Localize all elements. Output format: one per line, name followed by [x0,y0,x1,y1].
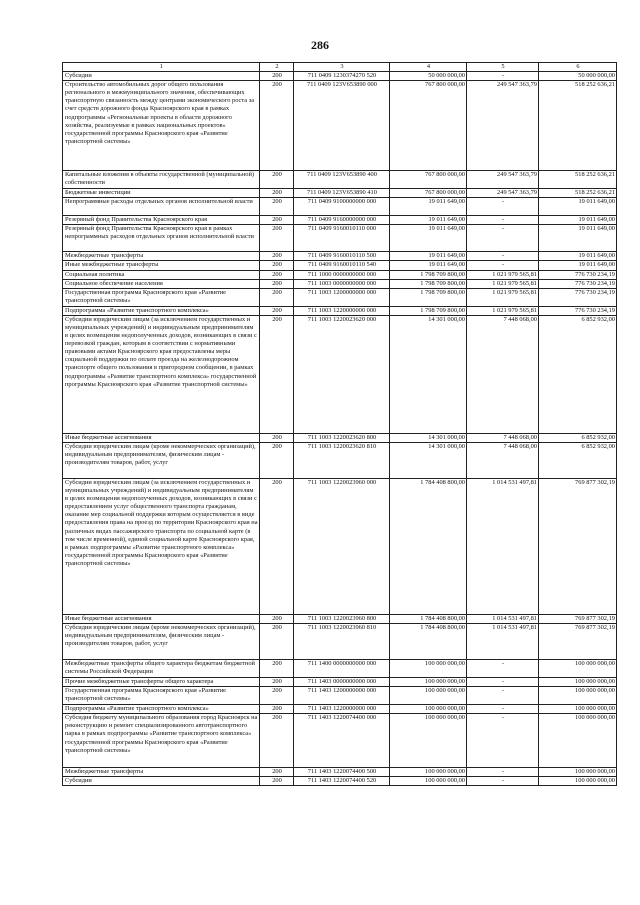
row-name-cell: Субсидия бюджету муниципального образования город Красноярск на реконструкцию и ремонт специализированного автотранспортного парка в рамках подпрограммы «Развитие транспортного комплекса» государственной программы Красноярского края «Развитие транспортной системы» [63,714,260,768]
row-executed-amount-cell: - [467,216,539,225]
row-name-cell: Государственная программа Красноярского края «Развитие транспортной системы» [63,687,260,705]
row-line-code-cell: 200 [260,433,294,442]
table-row [63,252,617,261]
row-name-cell: Непрограммные расходы отдельных органов исполнительной власти [63,198,260,216]
row-classification-code-cell: 711 1003 1200000000 000 [294,288,390,306]
row-unexecuted-amount-cell: 776 730 234,19 [539,306,617,315]
row-approved-amount-cell: 100 000 000,00 [390,714,467,768]
row-name-cell: Субсидии юридическим лицам (кроме некоммерческих организаций), индивидуальным предпринимателям, физическим лицам - производителям товаров, работ, услуг [63,624,260,660]
row-approved-amount-cell: 1 798 709 800,00 [390,270,467,279]
row-executed-amount-cell: - [467,768,539,777]
page-number: 286 [311,38,329,52]
row-name-cell: Бюджетные инвестиции [63,189,260,198]
row-approved-amount-cell: 1 798 709 800,00 [390,279,467,288]
row-name-cell: Резервный фонд Правительства Красноярского края в рамках непрограммных расходов отдельных органов исполнительной власти [63,225,260,252]
row-unexecuted-amount-cell: 100 000 000,00 [539,705,617,714]
row-name-cell: Межбюджетные трансферты [63,252,260,261]
table-row [63,306,617,315]
budget-execution-table [62,62,617,786]
row-unexecuted-amount-cell: 769 877 302,19 [539,624,617,660]
row-classification-code-cell: 711 1003 1220000000 000 [294,306,390,315]
row-executed-amount-cell: 1 021 979 565,81 [467,288,539,306]
row-unexecuted-amount-cell: 776 730 234,19 [539,270,617,279]
row-approved-amount-cell: 19 011 649,00 [390,261,467,270]
row-classification-code-cell: 711 0409 1230374270 520 [294,72,390,81]
row-line-code-cell: 200 [260,614,294,623]
row-unexecuted-amount-cell: 19 011 649,00 [539,216,617,225]
row-classification-code-cell: 711 1403 1220000000 000 [294,705,390,714]
table-row [63,288,617,306]
row-executed-amount-cell: 1 014 531 497,81 [467,614,539,623]
row-unexecuted-amount-cell: 50 000 000,00 [539,72,617,81]
row-line-code-cell: 200 [260,777,294,786]
row-classification-code-cell: 711 0409 123V653890 400 [294,171,390,189]
row-unexecuted-amount-cell: 769 877 302,19 [539,478,617,614]
row-name-cell: Иные бюджетные ассигнования [63,433,260,442]
row-approved-amount-cell: 767 800 000,00 [390,81,467,171]
row-approved-amount-cell: 1 784 408 800,00 [390,478,467,614]
row-classification-code-cell: 711 1003 0000000000 000 [294,279,390,288]
row-unexecuted-amount-cell: 776 730 234,19 [539,288,617,306]
row-unexecuted-amount-cell: 518 252 636,21 [539,81,617,171]
row-executed-amount-cell: - [467,705,539,714]
table-row [63,198,617,216]
row-executed-amount-cell: - [467,252,539,261]
row-approved-amount-cell: 100 000 000,00 [390,777,467,786]
row-name-cell: Строительство автомобильных дорог общего пользования регионального и межмуниципального значения, обеспечивающих транспортную связанность между центрами экономического роста за счет средств дорожного фонда Красноярского края в рамках подпрограммы «Региональные проекты в области дорожного хозяйства, реализуемые в рамках национальных проектов» государственной программы Красноярского края «Развитие транспортной системы» [63,81,260,171]
row-unexecuted-amount-cell: 19 011 649,00 [539,198,617,216]
row-approved-amount-cell: 100 000 000,00 [390,678,467,687]
table-row [63,216,617,225]
row-classification-code-cell: 711 1403 1220074400 500 [294,768,390,777]
row-line-code-cell: 200 [260,714,294,768]
row-line-code-cell: 200 [260,288,294,306]
row-name-cell: Иные межбюджетные трансферты [63,261,260,270]
row-classification-code-cell: 711 0409 123V653890 410 [294,189,390,198]
row-classification-code-cell: 711 0409 9160010110 500 [294,252,390,261]
row-line-code-cell: 200 [260,279,294,288]
row-approved-amount-cell: 1 784 408 800,00 [390,614,467,623]
row-classification-code-cell: 711 1003 1220023960 800 [294,614,390,623]
row-name-cell: Субсидии [63,72,260,81]
row-classification-code-cell: 711 0409 9160000000 000 [294,216,390,225]
table-row [63,687,617,705]
table-row [63,171,617,189]
row-approved-amount-cell: 100 000 000,00 [390,687,467,705]
row-approved-amount-cell: 14 301 000,00 [390,433,467,442]
column-number-row [63,63,617,72]
row-name-cell: Субсидии юридическим лицам (кроме некоммерческих организаций), индивидуальным предпринимателям, физическим лицам - производителям товаров, работ, услуг [63,442,260,478]
row-line-code-cell: 200 [260,705,294,714]
row-unexecuted-amount-cell: 518 252 636,21 [539,189,617,198]
table-row [63,768,617,777]
row-executed-amount-cell: 1 021 979 565,81 [467,279,539,288]
table-row [63,442,617,478]
row-line-code-cell: 200 [260,624,294,660]
row-executed-amount-cell: - [467,678,539,687]
row-classification-code-cell: 711 1400 0000000000 000 [294,660,390,678]
table-row [63,714,617,768]
row-line-code-cell: 200 [260,252,294,261]
row-executed-amount-cell: 249 547 363,79 [467,171,539,189]
row-unexecuted-amount-cell: 100 000 000,00 [539,678,617,687]
row-approved-amount-cell: 19 011 649,00 [390,198,467,216]
row-unexecuted-amount-cell: 6 852 932,00 [539,315,617,433]
row-executed-amount-cell: - [467,714,539,768]
row-executed-amount-cell: - [467,72,539,81]
row-approved-amount-cell: 100 000 000,00 [390,660,467,678]
row-classification-code-cell: 711 1003 1220023620 810 [294,442,390,478]
row-classification-code-cell: 711 1003 1220023960 810 [294,624,390,660]
table-row [63,660,617,678]
table-row [63,433,617,442]
row-executed-amount-cell: 7 448 068,00 [467,442,539,478]
row-unexecuted-amount-cell: 19 011 649,00 [539,252,617,261]
row-unexecuted-amount-cell: 19 011 649,00 [539,261,617,270]
row-name-cell: Социальное обеспечение населения [63,279,260,288]
table-row [63,777,617,786]
row-classification-code-cell: 711 1403 1200000000 000 [294,687,390,705]
row-line-code-cell: 200 [260,687,294,705]
row-classification-code-cell: 711 0409 9100000000 000 [294,198,390,216]
table-row [63,315,617,433]
row-name-cell: Межбюджетные трансферты [63,768,260,777]
row-executed-amount-cell: 1 014 531 497,81 [467,624,539,660]
row-line-code-cell: 200 [260,216,294,225]
table-row [63,81,617,171]
row-executed-amount-cell: - [467,225,539,252]
row-classification-code-cell: 711 0409 123V653890 000 [294,81,390,171]
row-line-code-cell: 200 [260,225,294,252]
column-number: 3 [294,63,390,72]
table-row [63,225,617,252]
row-unexecuted-amount-cell: 100 000 000,00 [539,660,617,678]
row-line-code-cell: 200 [260,81,294,171]
table-row [63,189,617,198]
row-classification-code-cell: 711 0409 9160010110 000 [294,225,390,252]
row-line-code-cell: 200 [260,678,294,687]
row-approved-amount-cell: 1 784 408 800,00 [390,624,467,660]
row-executed-amount-cell: - [467,777,539,786]
row-classification-code-cell: 711 1003 1220023960 000 [294,478,390,614]
row-executed-amount-cell: - [467,198,539,216]
row-classification-code-cell: 711 1403 1220074400 000 [294,714,390,768]
row-executed-amount-cell: 7 448 068,00 [467,433,539,442]
row-line-code-cell: 200 [260,442,294,478]
row-unexecuted-amount-cell: 100 000 000,00 [539,687,617,705]
row-approved-amount-cell: 767 800 000,00 [390,171,467,189]
table-row [63,72,617,81]
row-line-code-cell: 200 [260,261,294,270]
row-line-code-cell: 200 [260,478,294,614]
row-name-cell: Субсидии юридическим лицам (за исключением государственных и муниципальных учреждений) и индивидуальным предпринимателям в целях возмещения недополученных доходов, возникающих в связи с предоставлением услуг общественного транспорта гражданам, оказание мер социальной поддержки которым осуществляется в виде предоставления права на проезд по территории Красноярского края на различных видах пассажирского транспорта по социальной карте (в том числе временной), единой социальной карте Красноярского края, в рамках подпрограммы «Развитие транспортного комплекса» государственной программы Красноярского края «Развитие транспортной системы» [63,478,260,614]
row-classification-code-cell: 711 1403 1220074400 520 [294,777,390,786]
row-line-code-cell: 200 [260,768,294,777]
row-classification-code-cell: 711 0409 9160010110 540 [294,261,390,270]
row-line-code-cell: 200 [260,171,294,189]
column-number: 6 [539,63,617,72]
row-executed-amount-cell: - [467,687,539,705]
table-row [63,261,617,270]
row-classification-code-cell: 711 1403 0000000000 000 [294,678,390,687]
row-approved-amount-cell: 1 798 709 800,00 [390,288,467,306]
row-line-code-cell: 200 [260,660,294,678]
table-row [63,478,617,614]
row-executed-amount-cell: - [467,660,539,678]
row-name-cell: Субсидии юридическим лицам (за исключением государственных и муниципальных учреждений) и индивидуальным предпринимателям в целях возмещения недополученных доходов, возникающих в связи с перевозкой граждан, которым в соответствии с нормативными правовыми актами Красноярского края предоставлены меры социальной поддержки по оплате проезда на железнодорожном транспорте общего пользования в пригородном сообщении, в рамках подпрограммы «Развитие транспортного комплекса» государственной программы Красноярского края «Развитие транспортной системы» [63,315,260,433]
row-unexecuted-amount-cell: 769 877 302,19 [539,614,617,623]
row-executed-amount-cell: 1 014 531 497,81 [467,478,539,614]
row-line-code-cell: 200 [260,270,294,279]
row-executed-amount-cell: 1 021 979 565,81 [467,270,539,279]
row-unexecuted-amount-cell: 100 000 000,00 [539,768,617,777]
row-name-cell: Резервный фонд Правительства Красноярского края [63,216,260,225]
row-approved-amount-cell: 14 301 000,00 [390,442,467,478]
row-approved-amount-cell: 50 000 000,00 [390,72,467,81]
row-name-cell: Капитальные вложения в объекты государственной (муниципальной) собственности [63,171,260,189]
row-executed-amount-cell: 1 021 979 565,81 [467,306,539,315]
row-line-code-cell: 200 [260,198,294,216]
column-number: 5 [467,63,539,72]
row-executed-amount-cell: - [467,261,539,270]
row-name-cell: Субсидии [63,777,260,786]
row-approved-amount-cell: 1 798 709 800,00 [390,306,467,315]
row-approved-amount-cell: 19 011 649,00 [390,216,467,225]
row-unexecuted-amount-cell: 100 000 000,00 [539,777,617,786]
table-row [63,614,617,623]
row-name-cell: Подпрограмма «Развитие транспортного комплекса» [63,705,260,714]
table-row [63,705,617,714]
row-name-cell: Государственная программа Красноярского края «Развитие транспортной системы» [63,288,260,306]
row-unexecuted-amount-cell: 776 730 234,19 [539,279,617,288]
row-executed-amount-cell: 249 547 363,79 [467,189,539,198]
row-executed-amount-cell: 249 547 363,79 [467,81,539,171]
row-approved-amount-cell: 14 301 000,00 [390,315,467,433]
table-row [63,678,617,687]
row-classification-code-cell: 711 1000 0000000000 000 [294,270,390,279]
row-unexecuted-amount-cell: 6 852 932,00 [539,433,617,442]
row-line-code-cell: 200 [260,306,294,315]
row-line-code-cell: 200 [260,189,294,198]
table-row [63,270,617,279]
row-approved-amount-cell: 767 800 000,00 [390,189,467,198]
table-row [63,624,617,660]
row-unexecuted-amount-cell: 100 000 000,00 [539,714,617,768]
row-approved-amount-cell: 100 000 000,00 [390,705,467,714]
row-name-cell: Прочие межбюджетные трансферты общего характера [63,678,260,687]
row-unexecuted-amount-cell: 19 011 649,00 [539,225,617,252]
row-approved-amount-cell: 19 011 649,00 [390,225,467,252]
table-row [63,279,617,288]
row-line-code-cell: 200 [260,315,294,433]
row-name-cell: Подпрограмма «Развитие транспортного комплекса» [63,306,260,315]
row-classification-code-cell: 711 1003 1220023620 000 [294,315,390,433]
column-number: 4 [390,63,467,72]
row-approved-amount-cell: 100 000 000,00 [390,768,467,777]
row-name-cell: Иные бюджетные ассигнования [63,614,260,623]
row-executed-amount-cell: 7 448 068,00 [467,315,539,433]
row-approved-amount-cell: 19 011 649,00 [390,252,467,261]
row-name-cell: Межбюджетные трансферты общего характера бюджетам бюджетной системы Российской Федерации [63,660,260,678]
row-classification-code-cell: 711 1003 1220023620 800 [294,433,390,442]
row-unexecuted-amount-cell: 518 252 636,21 [539,171,617,189]
column-number: 2 [260,63,294,72]
row-name-cell: Социальная политика [63,270,260,279]
row-unexecuted-amount-cell: 6 852 932,00 [539,442,617,478]
column-number: 1 [63,63,260,72]
row-line-code-cell: 200 [260,72,294,81]
